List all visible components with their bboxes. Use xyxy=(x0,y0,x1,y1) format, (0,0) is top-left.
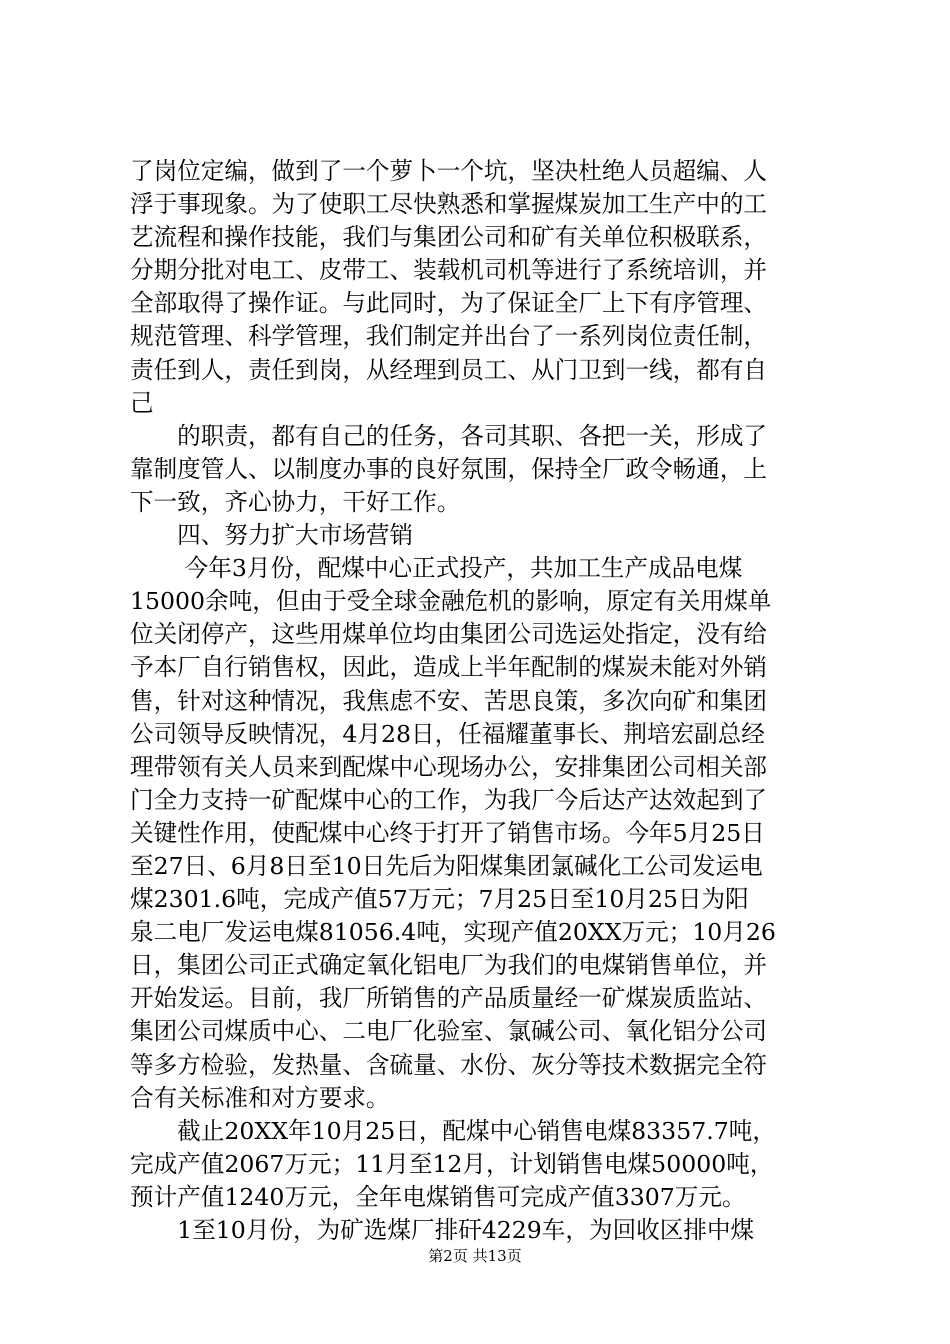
text-line: 关键性作用，使配煤中心终于打开了销售市场。今年5月25日 xyxy=(130,818,765,847)
text-line: 公司领导反映情况，4月28日，任福耀董事长、荆培宏副总经 xyxy=(130,719,765,748)
text-line: 责任到人，责任到岗，从经理到员工、从门卫到一线，都有自 xyxy=(130,355,768,384)
page-footer xyxy=(0,1245,950,1266)
text-line: 门全力支持一矿配煤中心的工作，为我厂今后达产达效起到了 xyxy=(130,785,768,814)
page-number: 第2页 共13页 xyxy=(428,1247,522,1265)
document-body xyxy=(130,155,830,1247)
text-line: 规范管理、科学管理，我们制定并出台了一系列岗位责任制， xyxy=(130,322,768,351)
text-line: 日，集团公司正式确定氧化铝电厂为我们的电煤销售单位，并 xyxy=(130,951,768,980)
text-line: 预计产值1240万元，全年电煤销售可完成产值3307万元。 xyxy=(130,1182,746,1211)
text-line: 开始发运。目前，我厂所销售的产品质量经一矿煤炭质监站、 xyxy=(130,984,768,1013)
text-line: 靠制度管人、以制度办事的良好氛围，保持全厂政令畅通，上 xyxy=(130,454,768,483)
text-line: 至27日、6月8日至10日先后为阳煤集团氯碱化工公司发运电 xyxy=(130,851,763,880)
text-line: 售，针对这种情况，我焦虑不安、苦思良策，多次向矿和集团 xyxy=(130,686,768,715)
text-line: 等多方检验，发热量、含硫量、水份、灰分等技术数据完全符 xyxy=(130,1050,768,1079)
text-line: 浮于事现象。为了使职工尽快熟悉和掌握煤炭加工生产中的工 xyxy=(130,190,768,219)
text-line: 泉二电厂发运电煤81056.4吨，实现产值20XX万元；10月26 xyxy=(130,918,776,947)
text-line: 1至10月份，为矿选煤厂排矸4229车，为回收区排中煤 xyxy=(130,1216,755,1244)
text-line: 集团公司煤质中心、二电厂化验室、氯碱公司、氧化铝分公司 xyxy=(130,1017,768,1046)
text-line: 15000余吨，但由于受全球金融危机的影响，原定有关用煤单 xyxy=(130,587,772,616)
text-line: 今年3月份，配煤中心正式投产，共加工生产成品电煤 xyxy=(130,554,743,583)
text-line: 己 xyxy=(130,388,154,417)
text-line: 煤2301.6吨，完成产值57万元；7月25日至10月25日为阳 xyxy=(130,885,749,914)
text-line: 分期分批对电工、皮带工、装载机司机等进行了系统培训，并 xyxy=(130,256,768,285)
text-line: 理带领有关人员来到配煤中心现场办公，安排集团公司相关部 xyxy=(130,752,768,781)
section-heading: 四、努力扩大市场营销 xyxy=(130,521,414,550)
text-line: 完成产值2067万元；11月至12月，计划销售电煤50000吨， xyxy=(130,1149,774,1178)
text-line: 全部取得了操作证。与此同时，为了保证全厂上下有序管理、 xyxy=(130,289,768,318)
text-line: 位关闭停产，这些用煤单位均由集团公司选运处指定，没有给 xyxy=(130,620,768,649)
text-line: 艺流程和操作技能，我们与集团公司和矿有关单位积极联系， xyxy=(130,223,768,252)
text-line: 了岗位定编，做到了一个萝卜一个坑，坚决杜绝人员超编、人 xyxy=(130,157,768,185)
text-line: 予本厂自行销售权，因此，造成上半年配制的煤炭未能对外销 xyxy=(130,653,768,682)
text-line: 的职责，都有自己的任务，各司其职、各把一关，形成了 xyxy=(130,421,768,450)
text-line: 合有关标准和对方要求。 xyxy=(130,1083,390,1112)
text-line: 下一致，齐心协力，干好工作。 xyxy=(130,487,461,516)
text-line: 截止20XX年10月25日，配煤中心销售电煤83357.7吨， xyxy=(130,1116,776,1145)
